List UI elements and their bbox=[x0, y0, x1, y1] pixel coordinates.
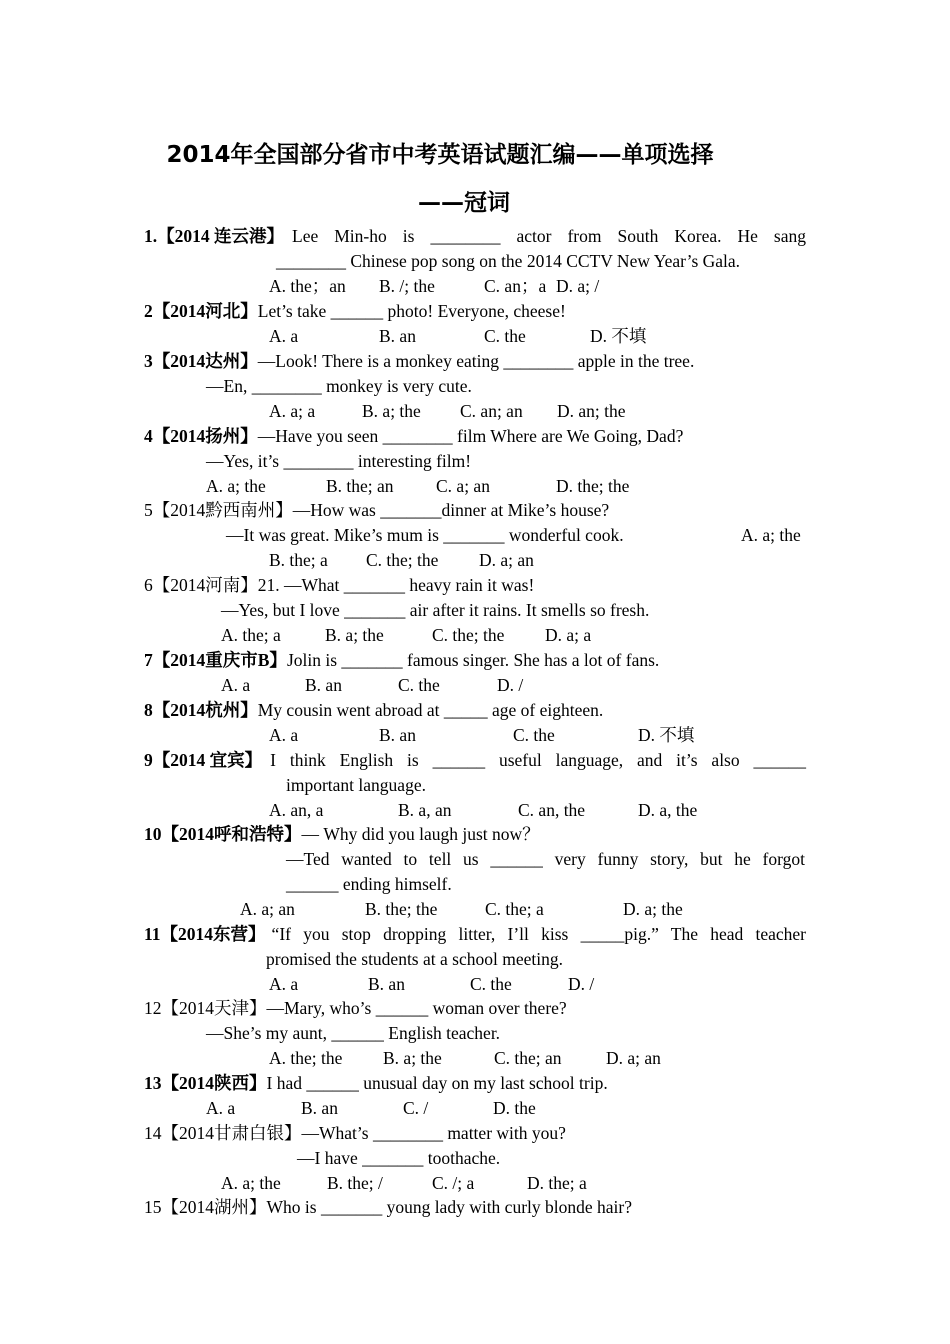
option-b: B. the; / bbox=[327, 1173, 383, 1193]
question-5-text-2: —It was great. Mike’s mum is _______ wonderful cook. bbox=[226, 525, 624, 545]
question-6-text: 21. —What _______ heavy rain it was! bbox=[257, 575, 535, 595]
option-a: A. a; the bbox=[221, 1173, 281, 1193]
question-1-label: 1.【2014 连云港】 bbox=[144, 226, 284, 246]
question-13 bbox=[144, 1071, 608, 1096]
option-a: A. a bbox=[269, 725, 299, 745]
option-c: C. the; an bbox=[494, 1048, 562, 1068]
option-b: B. the; an bbox=[326, 476, 394, 496]
question-7 bbox=[144, 648, 659, 673]
option-d: D. a; / bbox=[556, 276, 600, 296]
question-10-text-3: ______ ending himself. bbox=[286, 874, 452, 894]
question-2 bbox=[144, 299, 566, 324]
option-a: A. the；an bbox=[269, 276, 346, 296]
question-3-text-2: —En, ________ monkey is very cute. bbox=[206, 376, 472, 396]
question-8 bbox=[144, 698, 603, 723]
question-10-text: — Why did you laugh just now？ bbox=[301, 824, 540, 844]
question-6-options bbox=[0, 623, 950, 648]
question-9-text-2: important language. bbox=[286, 775, 426, 795]
question-7-options bbox=[0, 673, 950, 698]
option-c: C. an; an bbox=[460, 401, 523, 421]
question-14-text: —What’s ________ matter with you? bbox=[301, 1123, 566, 1143]
question-1-text: Lee Min-ho is ________ actor from South Korea. He sang bbox=[292, 226, 806, 246]
option-c: C. the; the bbox=[432, 625, 505, 645]
option-a: A. a bbox=[221, 675, 251, 695]
question-4-label: 4【2014扬州】 bbox=[144, 426, 258, 446]
question-15-label: 15【2014湖州】 bbox=[144, 1197, 267, 1217]
option-d: D. the bbox=[493, 1098, 536, 1118]
option-d: D. 不填 bbox=[638, 725, 695, 745]
question-13-options bbox=[0, 1096, 950, 1121]
question-13-text: I had ______ unusual day on my last school trip. bbox=[266, 1073, 608, 1093]
option-c: C. the; a bbox=[485, 899, 544, 919]
question-2-options bbox=[0, 324, 950, 349]
question-14 bbox=[144, 1121, 566, 1146]
question-6-text-2: —Yes, but I love _______ air after it rains. It smells so fresh. bbox=[221, 600, 650, 620]
question-5-text: —How was _______dinner at Mike’s house? bbox=[292, 500, 610, 520]
option-c: C. the bbox=[484, 326, 526, 346]
option-a: A. the; the bbox=[269, 1048, 343, 1068]
question-2-label: 2【2014河北】 bbox=[144, 301, 258, 321]
option-c: C. the bbox=[513, 725, 555, 745]
option-b: B. an bbox=[368, 974, 405, 994]
option-d: D. a, the bbox=[638, 800, 698, 820]
question-9 bbox=[144, 748, 806, 773]
question-8-options bbox=[0, 723, 950, 748]
option-a: A. a; a bbox=[269, 401, 316, 421]
option-c: C. / bbox=[403, 1098, 429, 1118]
option-b: B. an bbox=[305, 675, 342, 695]
question-10-label: 10【2014呼和浩特】 bbox=[144, 824, 302, 844]
question-4-options bbox=[0, 474, 950, 499]
option-b: B. an bbox=[379, 326, 416, 346]
question-6-label: 6【2014河南】 bbox=[144, 575, 258, 595]
option-b: B. a; the bbox=[383, 1048, 442, 1068]
option-b: B. /; the bbox=[379, 276, 435, 296]
question-7-label: 7【2014重庆市B】 bbox=[144, 650, 287, 670]
option-c: C. the; the bbox=[366, 550, 439, 570]
option-a: A. a bbox=[269, 326, 299, 346]
question-5-options bbox=[0, 548, 950, 573]
option-d: D. a; an bbox=[479, 550, 534, 570]
question-9-options bbox=[0, 798, 950, 823]
title-line-2: ——冠词 bbox=[418, 190, 510, 216]
question-15-text: Who is _______ young lady with curly blonde hair? bbox=[266, 1197, 632, 1217]
option-a: A. a; the bbox=[206, 476, 266, 496]
option-c: C. a; an bbox=[436, 476, 490, 496]
question-11-label: 11【2014东营】 bbox=[144, 924, 266, 944]
question-8-text: My cousin went abroad at _____ age of eighteen. bbox=[257, 700, 604, 720]
option-b: B. an bbox=[301, 1098, 338, 1118]
question-1 bbox=[144, 224, 806, 249]
option-a: A. a bbox=[206, 1098, 236, 1118]
question-14-text-2: —I have _______ toothache. bbox=[297, 1148, 501, 1168]
question-9-text: I think English is ______ useful language, and it’s also ______ bbox=[270, 750, 806, 770]
question-11-text-2: promised the students at a school meeting. bbox=[266, 949, 563, 969]
question-4 bbox=[144, 424, 683, 449]
option-c: C. an；a bbox=[484, 276, 547, 296]
option-d: D. 不填 bbox=[590, 326, 647, 346]
question-1-options bbox=[0, 274, 950, 299]
option-c: C. the bbox=[398, 675, 440, 695]
option-d: D. an; the bbox=[557, 401, 626, 421]
question-15 bbox=[144, 1195, 632, 1220]
question-12-text: —Mary, who’s ______ woman over there? bbox=[266, 998, 567, 1018]
question-1-text-2: ________ Chinese pop song on the 2014 CCTV New Year’s Gala. bbox=[276, 251, 741, 271]
option-a: A. a; an bbox=[240, 899, 295, 919]
question-10-text-2: —Ted wanted to tell us ______ very funny story, but he forgot bbox=[286, 849, 805, 869]
question-4-text: —Have you seen ________ film Where are We Going, Dad? bbox=[257, 426, 684, 446]
question-12-text-2: —She’s my aunt, ______ English teacher. bbox=[206, 1023, 501, 1043]
option-b: B. the; the bbox=[365, 899, 438, 919]
question-5-label: 5【2014黔西南州】 bbox=[144, 500, 293, 520]
question-3-options bbox=[0, 399, 950, 424]
question-11 bbox=[144, 922, 806, 947]
question-7-text: Jolin is _______ famous singer. She has a lot of fans. bbox=[286, 650, 660, 670]
option-d: D. / bbox=[568, 974, 595, 994]
question-10 bbox=[144, 822, 540, 847]
question-14-label: 14【2014甘肃白银】 bbox=[144, 1123, 302, 1143]
question-4-text-2: —Yes, it’s ________ interesting film! bbox=[206, 451, 472, 471]
option-c: C. the bbox=[470, 974, 512, 994]
option-c: C. /; a bbox=[432, 1173, 475, 1193]
question-9-label: 9【2014 宜宾】 bbox=[144, 750, 263, 770]
option-c: C. an, the bbox=[518, 800, 586, 820]
option-d: D. the; a bbox=[527, 1173, 587, 1193]
option-d: D. a; the bbox=[623, 899, 683, 919]
question-11-options bbox=[0, 972, 950, 997]
option-b: B. an bbox=[379, 725, 416, 745]
question-12-options bbox=[0, 1046, 950, 1071]
option-d: D. the; the bbox=[556, 476, 630, 496]
option-b: B. the; a bbox=[269, 550, 328, 570]
question-2-text: Let’s take ______ photo! Everyone, cheese! bbox=[257, 301, 566, 321]
option-a: A. an, a bbox=[269, 800, 324, 820]
question-6 bbox=[144, 573, 534, 598]
question-12-label: 12【2014天津】 bbox=[144, 998, 267, 1018]
title-line-1: 2014年全国部分省市中考英语试题汇编——单项选择 bbox=[166, 142, 714, 168]
option-d: D. / bbox=[497, 675, 524, 695]
option-b: B. a; the bbox=[362, 401, 421, 421]
option-d: D. a; a bbox=[545, 625, 592, 645]
question-10-options bbox=[0, 897, 950, 922]
question-5 bbox=[144, 498, 609, 523]
option-b: B. a, an bbox=[398, 800, 452, 820]
question-3-text: —Look! There is a monkey eating ________ apple in the tree. bbox=[257, 351, 695, 371]
question-5-option-a: A. a; the bbox=[741, 525, 801, 545]
question-13-label: 13【2014陕西】 bbox=[144, 1073, 267, 1093]
question-3 bbox=[144, 349, 694, 374]
option-a: A. the; a bbox=[221, 625, 281, 645]
question-8-label: 8【2014杭州】 bbox=[144, 700, 258, 720]
question-3-label: 3【2014达州】 bbox=[144, 351, 258, 371]
question-12 bbox=[144, 996, 567, 1021]
option-a: A. a bbox=[269, 974, 299, 994]
question-11-text: “If you stop dropping litter, I’ll kiss _____pig.” The head teacher bbox=[271, 924, 806, 944]
option-b: B. a; the bbox=[325, 625, 384, 645]
option-d: D. a; an bbox=[606, 1048, 661, 1068]
question-14-options bbox=[0, 1171, 950, 1196]
